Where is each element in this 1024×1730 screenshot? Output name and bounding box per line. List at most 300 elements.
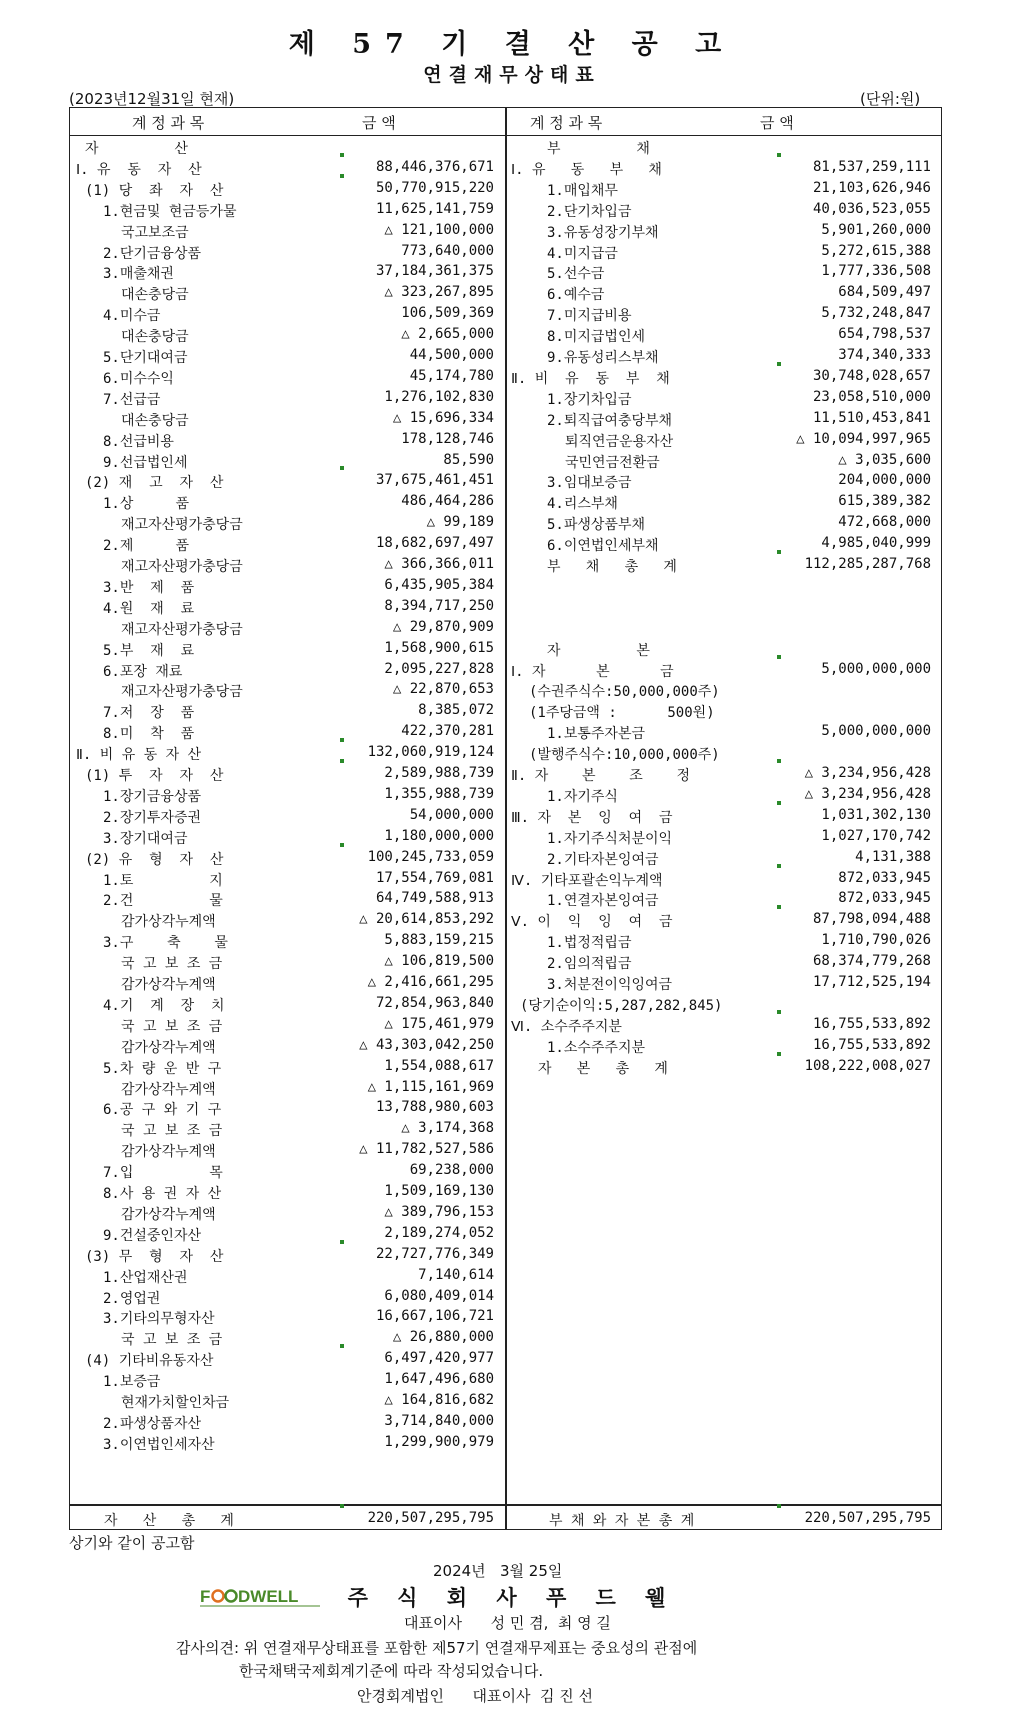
amount-value: 16,667,106,721 bbox=[375, 1308, 494, 1325]
svg-text:DWELL: DWELL bbox=[238, 1587, 299, 1606]
amount-value: 615,389,382 bbox=[838, 493, 931, 510]
amount-value: 68,374,779,268 bbox=[812, 953, 931, 970]
account-label: 4.기 계 장 치 bbox=[103, 997, 225, 1014]
table-row bbox=[76, 1371, 494, 1391]
table-row bbox=[511, 577, 931, 597]
account-label: 3.기타의무형자산 bbox=[103, 1311, 215, 1328]
amount-value: △ 10,094,997,965 bbox=[796, 430, 931, 447]
account-label: 6.공 구 와 기 구 bbox=[103, 1102, 222, 1119]
amount-value: 2,589,988,739 bbox=[384, 765, 494, 781]
table-row bbox=[76, 974, 494, 994]
account-label: 1.보증금 bbox=[103, 1374, 161, 1391]
table-row bbox=[511, 598, 931, 618]
table-row bbox=[511, 347, 931, 367]
mark-tick bbox=[340, 174, 344, 178]
table-row bbox=[76, 911, 494, 931]
amount-value: △ 43,303,042,250 bbox=[359, 1036, 494, 1053]
amount-value: △ 121,100,000 bbox=[384, 221, 494, 238]
table-row bbox=[76, 1246, 494, 1266]
account-label: 7.저 장 품 bbox=[103, 705, 195, 722]
assets-total-value: 220,507,295,795 bbox=[367, 1510, 494, 1526]
account-label: 자 산 bbox=[85, 141, 188, 157]
amount-value: 1,355,988,739 bbox=[384, 785, 494, 802]
amount-value: 44,500,000 bbox=[409, 347, 494, 363]
amount-value: 5,901,260,000 bbox=[821, 221, 931, 238]
amount-value: 1,027,170,742 bbox=[821, 827, 931, 844]
left-amount-header: 금 액 bbox=[362, 114, 396, 132]
amount-value: 872,033,945 bbox=[838, 890, 931, 907]
mark-tick bbox=[340, 1240, 344, 1244]
account-label: 7.입 목 bbox=[103, 1165, 223, 1182]
amount-value: △ 389,796,153 bbox=[384, 1203, 494, 1220]
account-label: 1.법정적립금 bbox=[547, 935, 632, 952]
account-label: 2.건 물 bbox=[103, 893, 223, 910]
account-label: 3.구 축 물 bbox=[103, 935, 228, 952]
amount-value: △ 29,870,909 bbox=[392, 618, 494, 635]
amount-value: 13,788,980,603 bbox=[375, 1099, 494, 1116]
mark-tick bbox=[777, 759, 781, 763]
table-row bbox=[76, 452, 494, 472]
account-label: 2.임의적립금 bbox=[547, 956, 632, 973]
table-row bbox=[76, 1016, 494, 1036]
table-row bbox=[511, 180, 931, 200]
amount-value: 37,675,461,451 bbox=[375, 472, 494, 489]
account-label: 1.산업재산권 bbox=[103, 1269, 188, 1286]
account-label: 3.처분전이익잉여금 bbox=[547, 977, 673, 993]
amount-value: △ 3,035,600 bbox=[838, 451, 931, 468]
amount-value: 6,080,409,014 bbox=[384, 1287, 494, 1304]
amount-value: 684,509,497 bbox=[838, 284, 931, 301]
amount-value: 1,777,336,508 bbox=[821, 263, 931, 280]
table-row bbox=[76, 472, 494, 492]
table-row bbox=[76, 410, 494, 430]
table-row bbox=[76, 1037, 494, 1057]
table-row bbox=[511, 159, 931, 179]
mark-tick bbox=[777, 655, 781, 659]
amount-value: 85,590 bbox=[443, 451, 494, 468]
amount-value: 374,340,333 bbox=[838, 347, 931, 363]
table-row bbox=[76, 661, 494, 681]
liabilities-equity-total-row bbox=[511, 1510, 931, 1530]
account-label: Ⅰ. 유 동 자 산 bbox=[76, 161, 202, 178]
account-label: 1.소수주주지분 bbox=[547, 1039, 646, 1056]
table-row bbox=[511, 1016, 931, 1036]
account-label: 5.파생상품부채 bbox=[547, 517, 646, 534]
table-row bbox=[76, 995, 494, 1015]
account-label: 3.매출채권 bbox=[103, 266, 174, 283]
account-label: 8.미지급법인세 bbox=[547, 329, 646, 346]
account-label: Ⅳ. 기타포괄손익누계액 bbox=[511, 872, 663, 889]
assets-total-label: 자 산 총 계 bbox=[104, 1513, 234, 1529]
amount-value: 88,446,376,671 bbox=[375, 158, 494, 175]
amount-value: △ 175,461,979 bbox=[384, 1015, 494, 1032]
account-label: 부 채 bbox=[547, 141, 650, 157]
mark-tick bbox=[340, 1504, 344, 1508]
amount-value: 1,647,496,680 bbox=[384, 1371, 494, 1388]
account-label: 9.선급법인세 bbox=[103, 454, 188, 471]
account-label: 8.사 용 권 자 산 bbox=[103, 1186, 222, 1202]
table-row bbox=[76, 702, 494, 722]
table-row bbox=[76, 598, 494, 618]
account-label: (발행주식수:10,000,000주) bbox=[529, 747, 720, 764]
table-row bbox=[76, 932, 494, 952]
account-label: 1.자기주식 bbox=[547, 788, 618, 805]
account-label: 5.선수금 bbox=[547, 266, 605, 283]
account-label: 대손충당금 bbox=[121, 329, 189, 346]
account-label: 8.미 착 품 bbox=[103, 726, 195, 743]
mark-tick bbox=[777, 905, 781, 909]
liabilities-equity-total-value: 220,507,295,795 bbox=[804, 1510, 931, 1526]
account-label: 2.기타자본잉여금 bbox=[547, 851, 659, 868]
account-label: 2.영업권 bbox=[103, 1290, 161, 1307]
amount-value: 100,245,733,059 bbox=[367, 848, 494, 865]
amount-value: △ 366,366,011 bbox=[384, 556, 494, 572]
amount-value: △ 99,189 bbox=[426, 514, 494, 531]
account-label: 국민연금전환금 bbox=[565, 454, 660, 471]
table-row bbox=[76, 765, 494, 785]
left-account-header: 계 정 과 목 bbox=[132, 114, 205, 132]
table-row bbox=[511, 1037, 931, 1057]
amount-value: 21,103,626,946 bbox=[812, 179, 931, 196]
amount-value: 654,798,537 bbox=[838, 326, 931, 343]
table-row bbox=[76, 953, 494, 973]
account-label: 대손충당금 bbox=[121, 287, 189, 304]
table-row bbox=[76, 556, 494, 576]
table-row bbox=[511, 640, 931, 660]
account-label: 5.단기대여금 bbox=[103, 350, 188, 366]
table-row bbox=[76, 1079, 494, 1099]
table-row bbox=[76, 305, 494, 325]
account-label: 1.토 지 bbox=[103, 872, 223, 889]
amount-value: 2,189,274,052 bbox=[384, 1224, 494, 1241]
mark-tick bbox=[777, 864, 781, 868]
amount-value: 72,854,963,840 bbox=[375, 994, 494, 1011]
amount-value: 6,435,905,384 bbox=[384, 576, 494, 593]
account-label: 1.장기차입금 bbox=[547, 391, 632, 408]
table-row bbox=[76, 1183, 494, 1203]
table-row bbox=[76, 263, 494, 283]
amount-value: 69,238,000 bbox=[409, 1162, 494, 1179]
amount-value: 5,883,159,215 bbox=[384, 932, 494, 949]
account-label: (4) 기타비유동자산 bbox=[85, 1353, 214, 1370]
account-label: Ⅵ. 소수주주지분 bbox=[511, 1018, 622, 1035]
auditor-line: 안경회계법인 대표이사 김 진 선 bbox=[357, 1687, 594, 1705]
right-amount-header: 금 액 bbox=[760, 114, 794, 132]
table-row bbox=[76, 284, 494, 304]
account-label: Ⅱ. 비 유 동 자 산 bbox=[76, 747, 202, 764]
table-row bbox=[511, 974, 931, 994]
amount-value: 422,370,281 bbox=[401, 723, 494, 740]
amount-value: 1,031,302,130 bbox=[821, 806, 931, 823]
amount-value: 486,464,286 bbox=[401, 493, 494, 510]
amount-value: 472,668,000 bbox=[838, 514, 931, 531]
total-divider bbox=[70, 1504, 941, 1506]
table-row bbox=[76, 723, 494, 743]
mark-tick bbox=[777, 801, 781, 805]
amount-value: △ 20,614,853,292 bbox=[359, 911, 494, 928]
account-label: Ⅱ. 자 본 조 정 bbox=[511, 768, 690, 784]
table-row bbox=[511, 807, 931, 827]
table-row bbox=[76, 368, 494, 388]
account-label: 6.예수금 bbox=[547, 287, 605, 304]
table-row bbox=[76, 681, 494, 701]
account-label: 재고자산평가충당금 bbox=[121, 684, 243, 701]
amount-value: 1,180,000,000 bbox=[384, 827, 494, 844]
account-label: 1.상 품 bbox=[103, 496, 190, 513]
amount-value: 1,299,900,979 bbox=[384, 1433, 494, 1450]
account-label: 2.단기차입금 bbox=[547, 203, 632, 220]
account-label: 감가상각누계액 bbox=[121, 977, 216, 993]
table-row bbox=[511, 995, 931, 1015]
audit-opinion-line1: 감사의견: 위 연결재무상태표를 포함한 제57기 연결재무제표는 중요성의 관점에 bbox=[176, 1639, 698, 1657]
account-label: 감가상각누계액 bbox=[121, 914, 216, 931]
account-label: 감가상각누계액 bbox=[121, 1039, 216, 1056]
amount-value: 108,222,008,027 bbox=[804, 1057, 931, 1074]
table-row bbox=[511, 890, 931, 910]
table-row bbox=[76, 807, 494, 827]
amount-value: 64,749,588,913 bbox=[375, 890, 494, 907]
amount-value: 204,000,000 bbox=[838, 472, 931, 489]
mark-tick bbox=[777, 550, 781, 554]
account-label: (2) 재 고 자 산 bbox=[85, 475, 224, 492]
table-row bbox=[76, 1099, 494, 1119]
table-row bbox=[511, 452, 931, 472]
amount-value: 112,285,287,768 bbox=[804, 556, 931, 572]
account-label: (당기순이익:5,287,282,845) bbox=[520, 997, 723, 1014]
table-row bbox=[511, 222, 931, 242]
account-label: 1.현금및 현금등가물 bbox=[103, 203, 237, 220]
account-label: (1) 당 좌 자 산 bbox=[85, 182, 224, 199]
table-row bbox=[76, 1120, 494, 1140]
amount-value: 7,140,614 bbox=[418, 1266, 494, 1283]
table-row bbox=[76, 870, 494, 890]
table-row bbox=[511, 263, 931, 283]
amount-value: 54,000,000 bbox=[409, 806, 494, 823]
amount-value: △ 3,234,956,428 bbox=[804, 785, 931, 802]
notice-text: 상기와 같이 공고함 bbox=[69, 1534, 195, 1552]
account-label: 재고자산평가충당금 bbox=[121, 517, 243, 534]
amount-value: △ 1,115,161,969 bbox=[367, 1078, 494, 1095]
account-label: 2.장기투자증권 bbox=[103, 809, 202, 826]
account-label: 자 본 총 계 bbox=[538, 1060, 668, 1077]
table-row bbox=[511, 472, 931, 492]
table-row bbox=[511, 932, 931, 952]
table-row bbox=[76, 243, 494, 263]
amount-value: 5,000,000,000 bbox=[821, 660, 931, 677]
account-label: 4.미지급금 bbox=[547, 245, 618, 262]
amount-value: 11,510,453,841 bbox=[812, 409, 931, 426]
mark-tick bbox=[340, 843, 344, 847]
account-label: 4.미수금 bbox=[103, 308, 161, 325]
mark-tick bbox=[777, 1504, 781, 1508]
table-row bbox=[511, 201, 931, 221]
account-label: 7.선급금 bbox=[103, 391, 161, 408]
account-label: Ⅱ. 비 유 동 부 채 bbox=[511, 370, 670, 387]
mark-tick bbox=[777, 362, 781, 366]
account-label: 국 고 보 조 금 bbox=[121, 1332, 223, 1349]
announcement-title: 제 57 기 결 산 공 고 bbox=[288, 29, 736, 60]
amount-value: 11,625,141,759 bbox=[375, 200, 494, 217]
announcement-date: 2024년 3월 25일 bbox=[433, 1562, 563, 1580]
account-label: 부 채 총 계 bbox=[547, 559, 677, 575]
amount-value: 81,537,259,111 bbox=[812, 158, 931, 175]
table-row bbox=[76, 180, 494, 200]
account-label: 현재가치할인차금 bbox=[121, 1395, 230, 1411]
account-label: 6.미수수익 bbox=[103, 370, 174, 387]
account-label: (3) 무 형 자 산 bbox=[85, 1248, 224, 1265]
account-label: 2.제 품 bbox=[103, 538, 190, 555]
mark-tick bbox=[777, 153, 781, 157]
amount-value: △ 3,174,368 bbox=[401, 1120, 494, 1137]
table-row bbox=[511, 389, 931, 409]
table-row bbox=[511, 368, 931, 388]
amount-value: 16,755,533,892 bbox=[812, 1015, 931, 1032]
account-label: 자 본 bbox=[547, 642, 650, 659]
table-row bbox=[511, 284, 931, 304]
amount-value: △ 3,234,956,428 bbox=[804, 765, 931, 781]
amount-value: 30,748,028,657 bbox=[812, 367, 931, 384]
account-label: Ⅰ. 유 동 부 채 bbox=[511, 161, 662, 178]
audit-opinion-line2: 한국채택국제회계기준에 따라 작성되었습니다. bbox=[239, 1662, 544, 1680]
amount-value: 5,732,248,847 bbox=[821, 305, 931, 322]
amount-value: △ 2,416,661,295 bbox=[367, 974, 494, 990]
amount-value: 2,095,227,828 bbox=[384, 660, 494, 677]
table-row bbox=[76, 1267, 494, 1287]
amount-value: 178,128,746 bbox=[401, 430, 494, 447]
table-row bbox=[511, 828, 931, 848]
assets-total-row bbox=[76, 1510, 494, 1530]
amount-value: 1,710,790,026 bbox=[821, 932, 931, 949]
mark-tick bbox=[777, 1052, 781, 1056]
table-row bbox=[76, 1350, 494, 1370]
account-label: Ⅰ. 자 본 금 bbox=[511, 663, 674, 680]
table-row bbox=[511, 619, 931, 639]
account-label: 국 고 보 조 금 bbox=[121, 956, 223, 973]
table-row bbox=[511, 431, 931, 451]
account-label: 3.반 제 품 bbox=[103, 579, 195, 596]
company-name: 주 식 회 사 푸 드 웰 bbox=[347, 1585, 677, 1610]
table-row bbox=[76, 1204, 494, 1224]
ceo-line: 대표이사 성 민 겸, 최 영 길 bbox=[404, 1614, 611, 1632]
amount-value: 773,640,000 bbox=[401, 242, 494, 259]
account-label: 재고자산평가충당금 bbox=[121, 559, 243, 575]
right-account-header: 계 정 과 목 bbox=[530, 114, 603, 132]
amount-value: 1,276,102,830 bbox=[384, 388, 494, 405]
amount-value: 18,682,697,497 bbox=[375, 535, 494, 552]
account-label: 국고보조금 bbox=[121, 224, 189, 241]
amount-value: △ 164,816,682 bbox=[384, 1392, 494, 1408]
account-label: 9.건설중인자산 bbox=[103, 1227, 202, 1244]
amount-value: 5,272,615,388 bbox=[821, 242, 931, 259]
table-row bbox=[76, 1434, 494, 1454]
table-row bbox=[511, 410, 931, 430]
table-row bbox=[76, 640, 494, 660]
table-row bbox=[511, 1058, 931, 1078]
account-label: (수권주식수:50,000,000주) bbox=[529, 684, 720, 701]
account-label: 2.퇴직급여충당부채 bbox=[547, 412, 673, 429]
table-row bbox=[76, 1308, 494, 1328]
table-row bbox=[511, 702, 931, 722]
account-label: 1.연결자본잉여금 bbox=[547, 893, 659, 910]
table-row bbox=[76, 1058, 494, 1078]
table-row bbox=[511, 661, 931, 681]
table-row bbox=[76, 1392, 494, 1412]
table-row bbox=[76, 347, 494, 367]
amount-value: △ 22,870,653 bbox=[392, 681, 494, 698]
table-row bbox=[76, 1162, 494, 1182]
table-row bbox=[511, 953, 931, 973]
table-row bbox=[511, 786, 931, 806]
table-row bbox=[76, 890, 494, 910]
account-label: 2.단기금융상품 bbox=[103, 245, 202, 262]
table-row bbox=[511, 305, 931, 325]
statement-subtitle: 연결재무상태표 bbox=[423, 64, 601, 86]
account-label: 3.임대보증금 bbox=[547, 475, 632, 492]
table-row bbox=[76, 1288, 494, 1308]
amount-value: △ 26,880,000 bbox=[392, 1329, 494, 1346]
table-row bbox=[76, 849, 494, 869]
account-label: 7.미지급비용 bbox=[547, 308, 632, 325]
account-label: (2) 유 형 자 산 bbox=[85, 851, 224, 868]
account-label: 5.차 량 운 반 구 bbox=[103, 1060, 222, 1077]
amount-value: 16,755,533,892 bbox=[812, 1036, 931, 1053]
table-row bbox=[76, 744, 494, 764]
account-label: 6.포장 재료 bbox=[103, 663, 183, 680]
account-label: 감가상각누계액 bbox=[121, 1144, 216, 1161]
amount-value: 87,798,094,488 bbox=[812, 911, 931, 928]
table-row bbox=[76, 138, 494, 158]
amount-value: 4,985,040,999 bbox=[821, 535, 931, 552]
amount-value: 5,000,000,000 bbox=[821, 723, 931, 740]
amount-value: 50,770,915,220 bbox=[375, 179, 494, 196]
table-row bbox=[511, 744, 931, 764]
currency-unit: (단위:원) bbox=[860, 90, 921, 108]
amount-value: 1,509,169,130 bbox=[384, 1183, 494, 1199]
amount-value: △ 323,267,895 bbox=[384, 284, 494, 301]
account-label: 6.이연법인세부채 bbox=[547, 538, 659, 555]
amount-value: 37,184,361,375 bbox=[375, 263, 494, 280]
table-row bbox=[76, 514, 494, 534]
account-label: 9.유동성리스부채 bbox=[547, 350, 659, 366]
amount-value: △ 15,696,334 bbox=[392, 409, 494, 426]
account-label: 4.원 재 료 bbox=[103, 600, 195, 617]
column-divider bbox=[505, 108, 507, 1529]
account-label: 1.매입채무 bbox=[547, 182, 618, 199]
account-label: (1주당금액 : 500원) bbox=[529, 705, 715, 722]
table-row bbox=[76, 619, 494, 639]
account-label: 1.자기주식처분이익 bbox=[547, 830, 673, 847]
mark-tick bbox=[340, 466, 344, 470]
table-row bbox=[76, 828, 494, 848]
table-row bbox=[76, 535, 494, 555]
mark-tick bbox=[340, 1344, 344, 1348]
amount-value: 1,554,088,617 bbox=[384, 1057, 494, 1074]
table-row bbox=[511, 493, 931, 513]
account-label: 감가상각누계액 bbox=[121, 1206, 216, 1223]
amount-value: 132,060,919,124 bbox=[367, 744, 494, 761]
as-of-date: (2023년12월31일 현재) bbox=[69, 90, 235, 108]
account-label: 5.부 재 료 bbox=[103, 642, 195, 659]
table-row bbox=[76, 431, 494, 451]
mark-tick bbox=[340, 738, 344, 742]
account-label: 감가상각누계액 bbox=[121, 1081, 216, 1098]
amount-value: 8,385,072 bbox=[418, 702, 494, 719]
amount-value: 4,131,388 bbox=[855, 848, 931, 865]
table-row bbox=[76, 1329, 494, 1349]
account-label: Ⅲ. 자 본 잉 여 금 bbox=[511, 809, 673, 826]
table-row bbox=[76, 1141, 494, 1161]
account-label: 4.리스부채 bbox=[547, 496, 618, 513]
